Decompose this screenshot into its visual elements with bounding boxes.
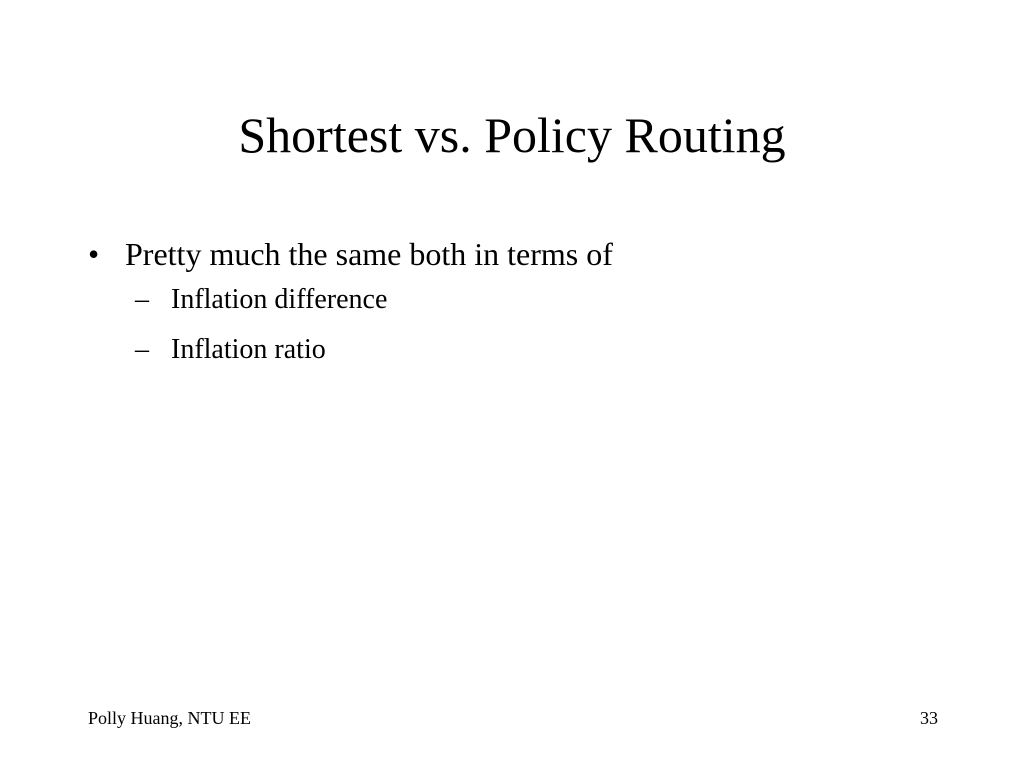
sub-bullet-item <box>125 330 613 370</box>
bullet-marker: • <box>88 236 100 272</box>
sub-bullet-text: Inflation difference <box>171 284 388 315</box>
footer-author: Polly Huang, NTU EE <box>88 708 251 728</box>
dash-marker: – <box>135 284 149 315</box>
dash-marker: – <box>135 334 149 365</box>
bullet-text: Pretty much the same both in terms of <box>125 236 613 272</box>
sub-bullet-item <box>125 280 613 320</box>
footer-page-number: 33 <box>920 708 938 728</box>
sub-bullet-text: Inflation ratio <box>171 334 326 365</box>
bullet-item <box>88 232 613 370</box>
slide-title: Shortest vs. Policy Routing <box>238 107 786 163</box>
bullet-list <box>88 232 613 380</box>
sub-bullet-list <box>125 280 613 370</box>
